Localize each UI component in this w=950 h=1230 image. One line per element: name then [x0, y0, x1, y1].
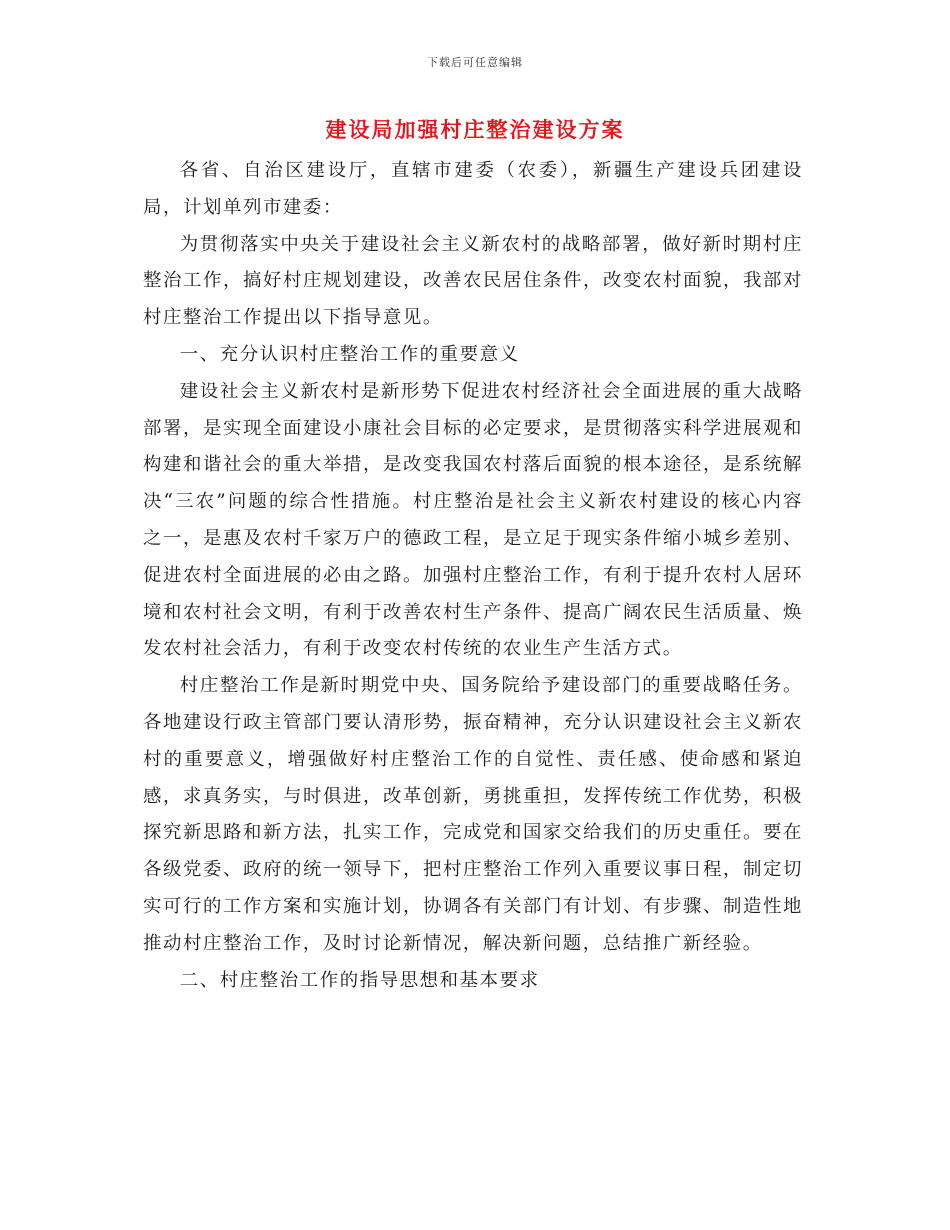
section-heading-2: 二、村庄整治工作的指导思想和基本要求 — [179, 969, 540, 991]
section-heading-1: 一、充分认识村庄整治工作的重要意义 — [179, 343, 520, 365]
body-paragraph-2: 村庄整治工作是新时期党中央、国务院给予建设部门的重要战略任务。各地建设行政主管部门要认清形势，振奋精神，充分认识建设社会主义新农村的重要意义，增强做好村庄整治工作的自觉性、责任感、使命感和紧迫感，求真务实，与时俱进，改革创新，勇挑重担，发挥传统工作优势，积极探究新思路和新方法，扎实工作，完成党和国家交给我们的历史重任。要在各级党委、政府的统一领导下，把村庄整治工作列入重要议事日程，制定切实可行的工作方案和实施计划，协调各有关部门有计划、有步骤、制造性地推动村庄整治工作，及时讨论新情况，解决新问题，总结推广新经验。 — [143, 675, 803, 954]
intro-paragraph: 为贯彻落实中央关于建设社会主义新农村的战略部署，做好新时期村庄整治工作，搞好村庄规划建设，改善农民居住条件，改变农村面貌，我部对村庄整治工作提出以下指导意见。 — [143, 233, 803, 329]
document-title: 建设局加强村庄整治建设方案 — [325, 117, 625, 142]
body-paragraph-1: 建设社会主义新农村是新形势下促进农村经济社会全面进展的重大战略部署，是实现全面建设小康社会目标的必定要求，是贯彻落实科学进展观和构建和谐社会的重大举措，是改变我国农村落后面貌的根本途径，是系统解决“三农”问题的综合性措施。村庄整治是社会主义新农村建设的核心内容之一，是惠及农村千家万户的德政工程，是立足于现实条件缩小城乡差别、促进农村全面进展的必由之路。加强村庄整治工作，有利于提升农村人居环境和农村社会文明，有利于改善农村生产条件、提高广阔农民生活质量、焕发农村社会活力，有利于改变农村传统的农业生产生活方式。 — [143, 380, 803, 660]
salutation-paragraph: 各省、自治区建设厅，直辖市建委（农委），新疆生产建设兵团建设局，计划单列市建委： — [143, 160, 803, 218]
header-note: 下载后可任意编辑 — [427, 56, 523, 69]
document-body — [143, 153, 803, 999]
